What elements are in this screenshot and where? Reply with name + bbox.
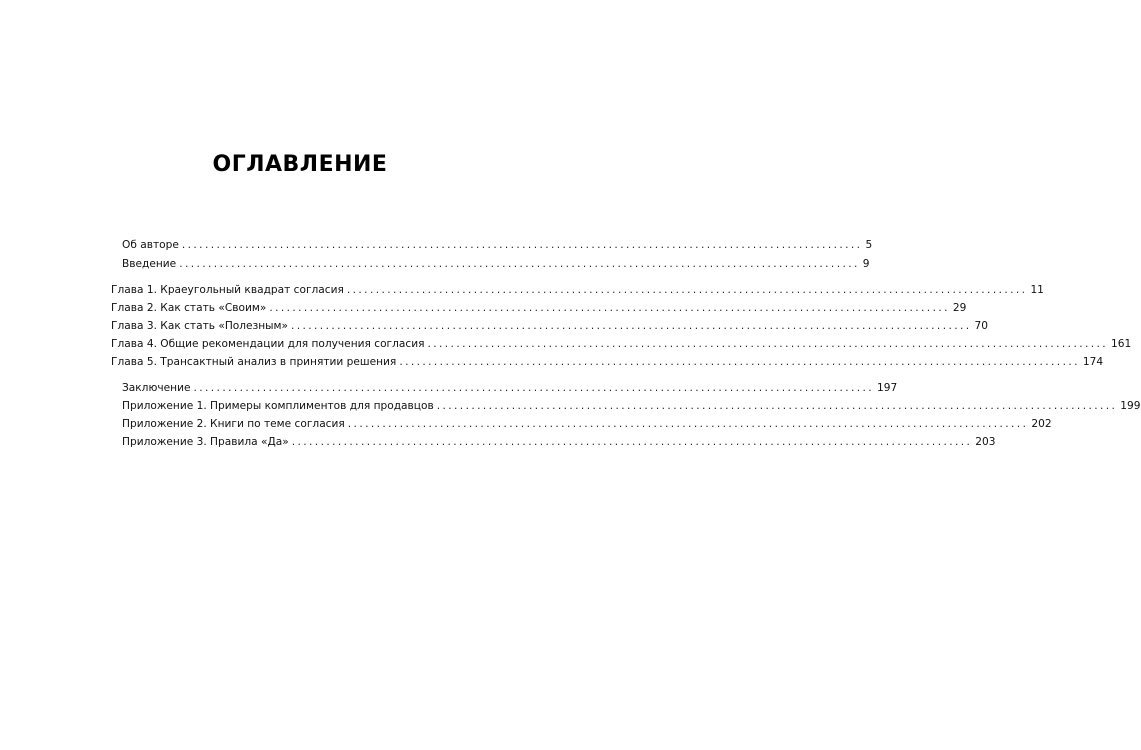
- toc-entry-page: 174: [1082, 356, 1104, 368]
- toc-leader-dots: ......................................................................................................................: [436, 400, 1118, 412]
- toc-entry-label: Глава 2. Как стать «Своим»: [111, 302, 267, 314]
- toc-entry-chapter-4[interactable]: [111, 335, 1132, 353]
- toc-entry-page: 161: [1111, 338, 1132, 350]
- toc-leader-dots: ......................................................................................................................: [193, 382, 875, 394]
- toc-entry-page: 203: [975, 436, 996, 448]
- toc-entry-appendix-1[interactable]: [122, 397, 1141, 415]
- toc-leader-dots: ......................................................................................................................: [347, 418, 1029, 430]
- toc-leader-dots: ......................................................................................................................: [399, 356, 1080, 368]
- toc-entry-chapter-2[interactable]: [111, 299, 967, 317]
- toc-entry-label: Введение: [122, 258, 177, 270]
- toc-entry-chapter-3[interactable]: [111, 317, 989, 335]
- toc-entry-about-author[interactable]: [122, 236, 873, 254]
- toc-leader-dots: ......................................................................................................................: [181, 239, 863, 251]
- toc-entry-page: 5: [865, 239, 873, 251]
- toc-entry-label: Приложение 1. Примеры комплиментов для продавцов: [122, 400, 434, 412]
- toc-leader-dots: ......................................................................................................................: [269, 302, 950, 314]
- toc-entry-introduction[interactable]: [122, 255, 870, 273]
- toc-entry-page: 199: [1120, 400, 1141, 412]
- toc-entry-page: 70: [974, 320, 989, 332]
- toc-entry-conclusion[interactable]: [122, 379, 898, 397]
- toc-leader-dots: ......................................................................................................................: [290, 320, 972, 332]
- toc-entry-chapter-5[interactable]: [111, 353, 1104, 371]
- toc-leader-dots: ......................................................................................................................: [179, 258, 860, 270]
- toc-entry-appendix-2[interactable]: [122, 415, 1052, 433]
- toc-entry-label: Глава 4. Общие рекомендации для получения согласия: [111, 338, 425, 350]
- toc-entry-page: 202: [1031, 418, 1052, 430]
- toc-entry-page: 9: [862, 258, 870, 270]
- toc-entry-label: Глава 3. Как стать «Полезным»: [111, 320, 288, 332]
- toc-leader-dots: ......................................................................................................................: [346, 284, 1028, 296]
- toc-entry-label: Глава 1. Краеугольный квадрат согласия: [111, 284, 344, 296]
- toc-entry-label: Приложение 2. Книги по теме согласия: [122, 418, 345, 430]
- toc-entry-page: 11: [1030, 284, 1044, 296]
- toc-leader-dots: ......................................................................................................................: [427, 338, 1109, 350]
- toc-entry-chapter-1[interactable]: [111, 281, 1044, 299]
- toc-entry-label: Приложение 3. Правила «Да»: [122, 436, 289, 448]
- toc-entry-label: Заключение: [122, 382, 191, 394]
- toc-entry-page: 197: [877, 382, 898, 394]
- toc-entry-page: 29: [952, 302, 967, 314]
- toc-entry-label: Об авторе: [122, 239, 179, 251]
- page-title: ОГЛАВЛЕНИЕ: [212, 152, 388, 177]
- toc-entry-appendix-3[interactable]: [122, 433, 996, 451]
- toc-leader-dots: ......................................................................................................................: [291, 436, 973, 448]
- toc-entry-label: Глава 5. Трансактный анализ в принятии решения: [111, 356, 397, 368]
